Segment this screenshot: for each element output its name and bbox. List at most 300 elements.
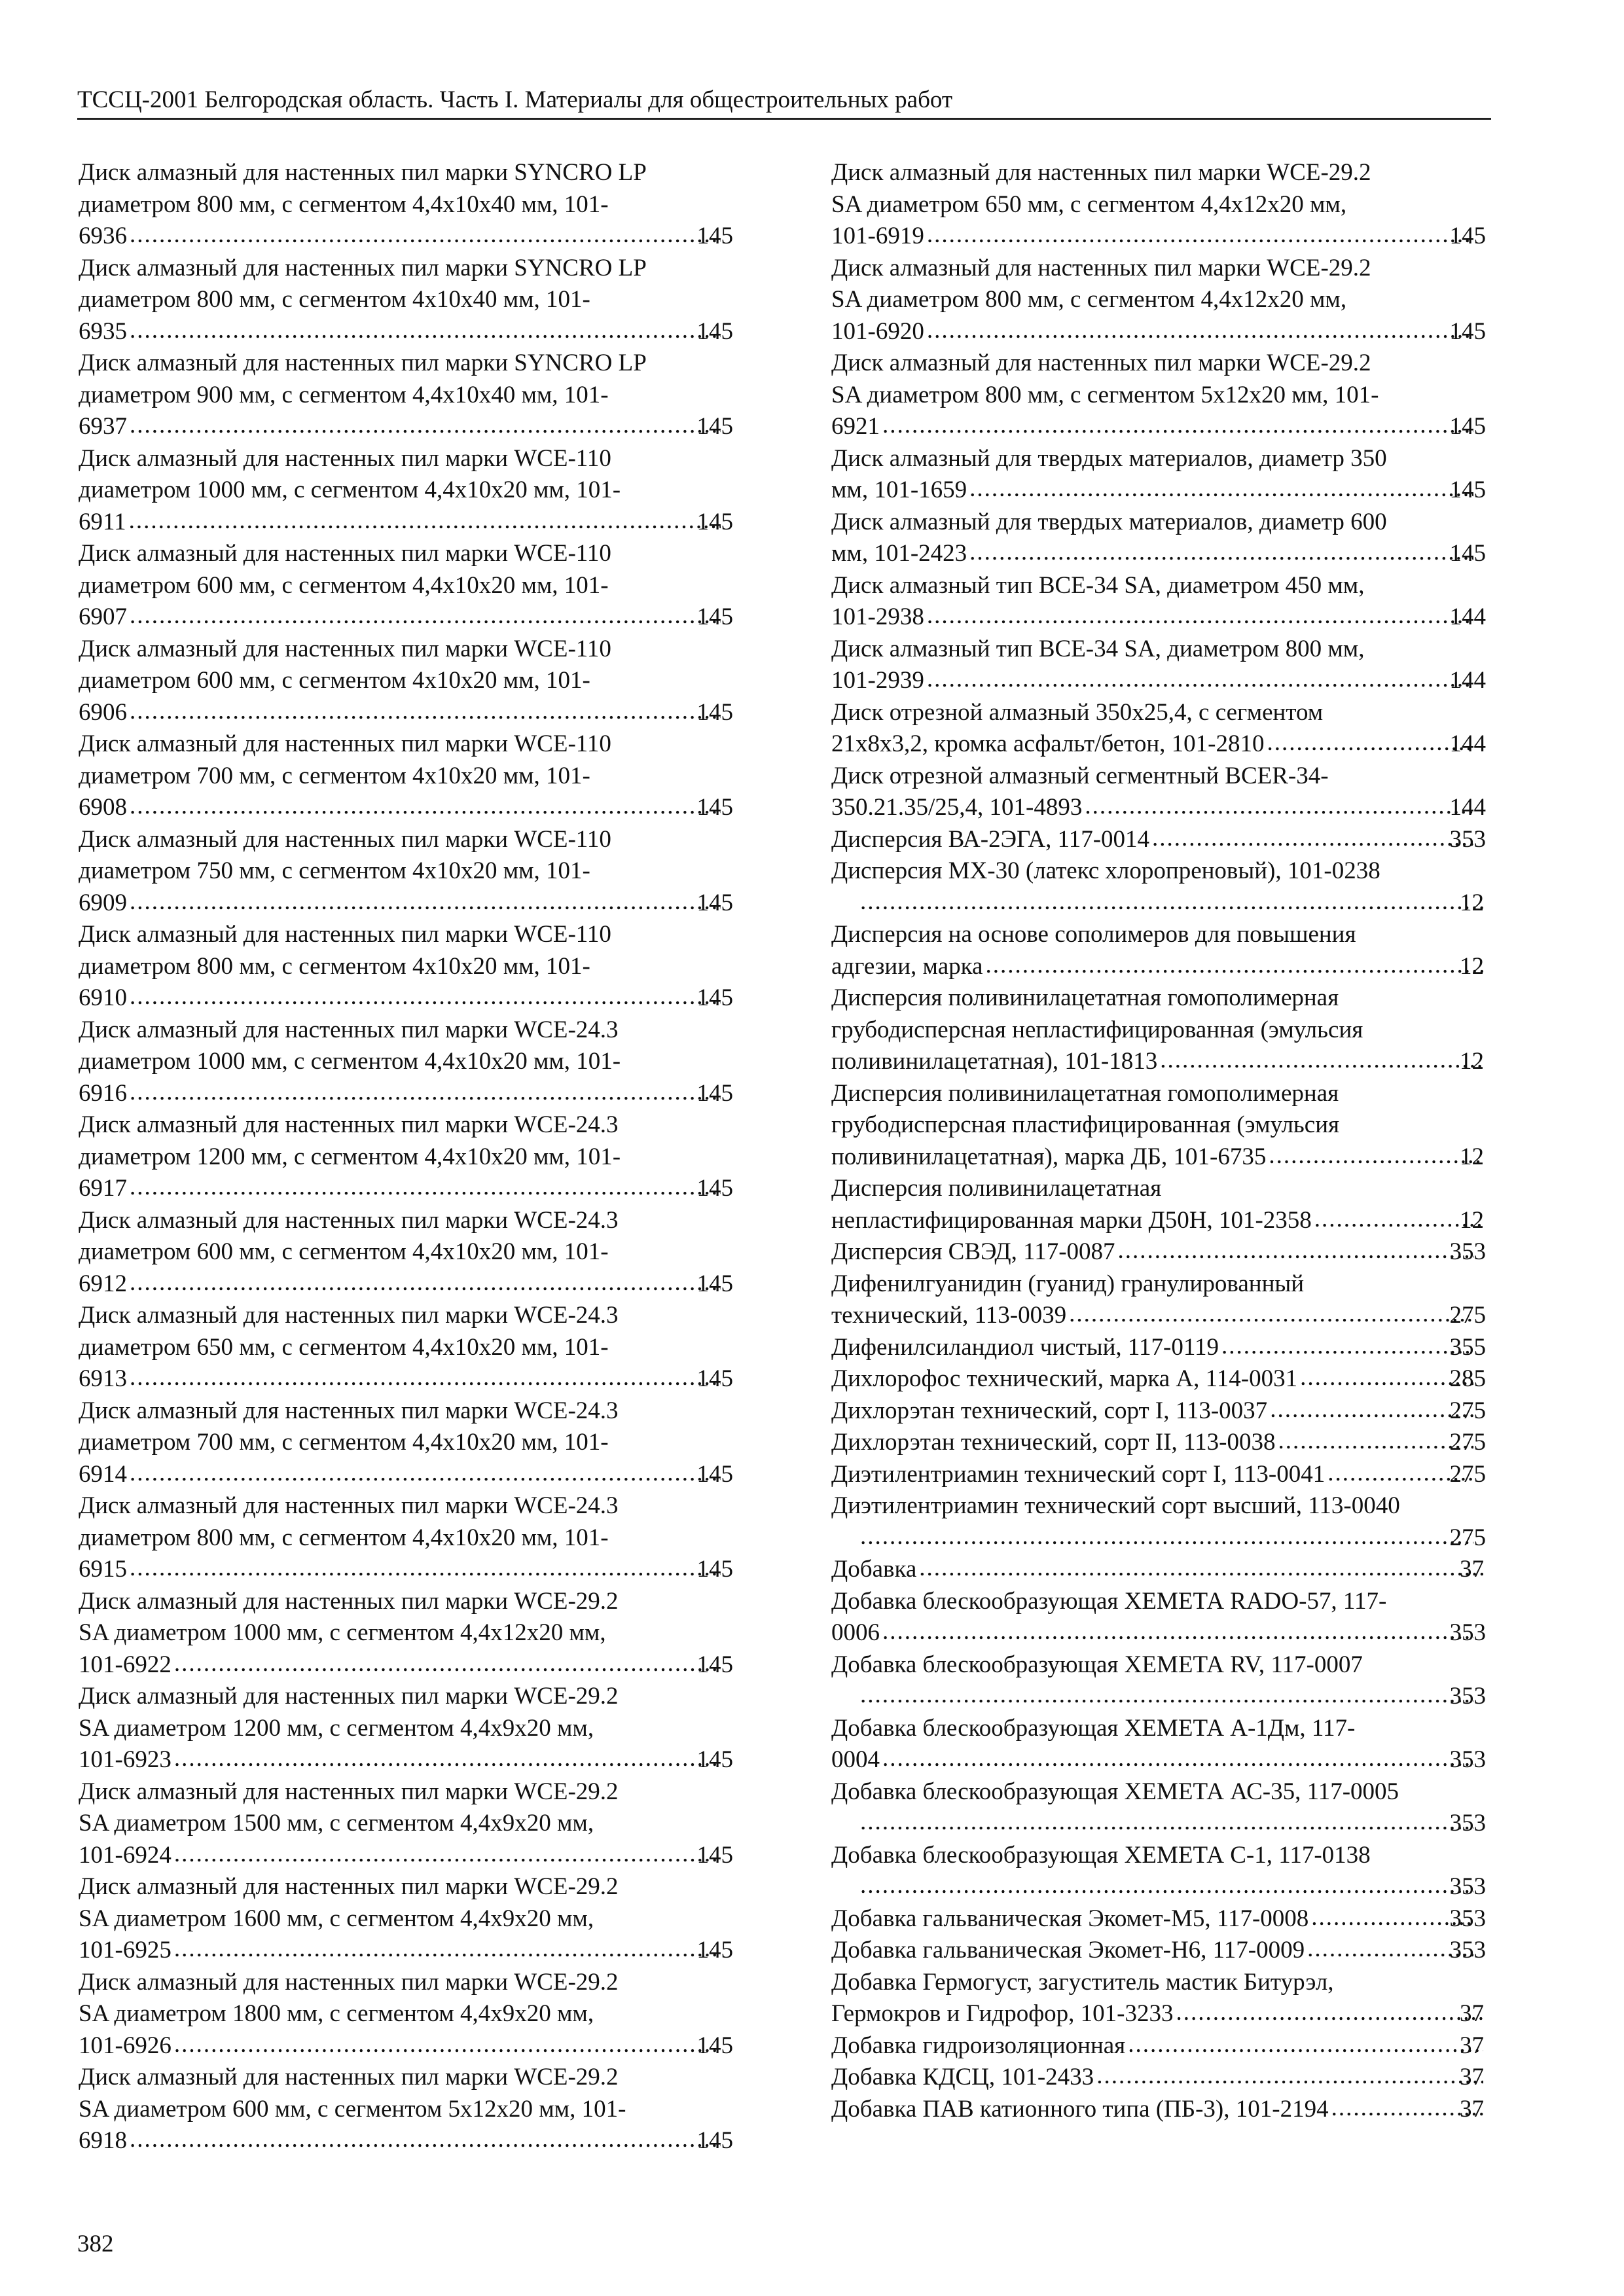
index-entry-text: 101-6925	[79, 1937, 171, 1964]
index-entry-line: Диск алмазный для настенных пил марки WCE-24.3	[79, 1302, 619, 1329]
index-entry	[831, 1268, 1486, 1332]
index-entry	[831, 1586, 1486, 1649]
index-entry-line: Диск алмазный для настенных пил марки WCE-24.3	[79, 1016, 619, 1043]
index-entry	[79, 2062, 733, 2157]
index-entry-text: Добавка гальваническая Экомет-Н6, 117-0009	[831, 1937, 1305, 1964]
index-entry-last-line	[831, 601, 1486, 634]
index-entry-line: Дифенилгуанидин (гуанид) гранулированный	[831, 1270, 1305, 1297]
index-entry	[79, 1205, 733, 1300]
dot-leader	[860, 1870, 1473, 1902]
index-entry	[831, 1554, 1486, 1586]
index-entry-text: 6908	[79, 794, 127, 821]
index-entry-text: 101-6919	[831, 223, 924, 249]
index-entry-line: SA диаметром 650 мм, с сегментом 4,4x12x20 мм,	[831, 190, 1347, 218]
index-entry-page: 275	[1449, 1302, 1486, 1329]
index-entry-last-line	[831, 1332, 1486, 1364]
dot-leader	[1270, 1394, 1473, 1426]
index-entry-last-line	[79, 1840, 733, 1872]
index-entry-line: Диск алмазный для настенных пил марки SYNCRO LP	[79, 350, 647, 376]
dot-leader	[927, 315, 1473, 347]
index-entry-last-line: непластифицированная марки Д50Н, 101-2358 ..... 12	[857, 1205, 1486, 1237]
index-entry	[831, 1078, 1486, 1174]
index-entry	[831, 1236, 1486, 1268]
dot-leader	[1160, 1045, 1483, 1077]
index-entry-text: 6907	[79, 603, 127, 630]
index-entry-last-line	[79, 1459, 733, 1491]
index-entry-page: 145	[1449, 317, 1486, 345]
index-entry	[831, 1363, 1486, 1395]
index-entry-text: 6921	[831, 413, 880, 440]
index-entry	[831, 2094, 1486, 2126]
dot-leader	[882, 1616, 1473, 1648]
index-entry-page: 145	[696, 1651, 733, 1678]
index-entry-text: поливинилацетатная), 101-1813	[831, 1048, 1158, 1075]
index-entry-line: диаметром 700 мм, с сегментом 4x10x20 мм, 101-	[79, 762, 590, 789]
index-entry	[79, 919, 733, 1014]
index-entry-text: 0006	[831, 1619, 880, 1646]
index-entry	[831, 507, 1486, 570]
index-entry-text: 101-6923	[79, 1746, 171, 1773]
index-entry-page: 275	[1449, 1460, 1486, 1488]
index-entry	[831, 2062, 1486, 2094]
index-entry-text: 6911	[79, 508, 126, 535]
index-entry-last-line: Добавка ..... 37	[857, 1554, 1486, 1586]
index-entry-text: 101-6926	[79, 2032, 171, 2059]
index-entry-line: Добавка блескообразующая ХЕМЕТА RV, 117-0007	[831, 1651, 1363, 1678]
index-entry-text: 6917	[79, 1175, 127, 1202]
index-entry-page: 144	[1449, 603, 1486, 630]
index-entry-line: Диск алмазный для настенных пил марки WCE-110	[79, 540, 611, 567]
index-entry-page: 145	[696, 1460, 733, 1488]
index-entry-line: грубодисперсная пластифицированная (эмульсия	[831, 1111, 1340, 1138]
index-entry-line: Диск алмазный для настенных пил марки WCE-110	[79, 921, 611, 948]
index-entry	[79, 1776, 733, 1872]
index-entry-line: Диэтилентриамин технический сорт высший, 113-0040	[831, 1492, 1400, 1519]
index-entry-page: 144	[1449, 794, 1486, 821]
index-entry-page: 353	[1449, 1873, 1486, 1900]
index-entry-line: SA диаметром 1000 мм, с сегментом 4,4x12x20 мм,	[79, 1619, 606, 1646]
dot-leader	[130, 410, 721, 442]
index-entry-line: Диск алмазный для настенных пил марки WCE-29.2	[831, 254, 1371, 281]
index-entry-last-line	[857, 1871, 1486, 1903]
dot-leader	[927, 664, 1473, 696]
index-entry-line: Диск алмазный тип BCE-34 SA, диаметром 800 мм,	[831, 635, 1365, 662]
index-entry	[79, 1490, 733, 1586]
index-entry	[831, 1427, 1486, 1459]
index-entry-line: диаметром 1000 мм, с сегментом 4,4x10x20 мм, 101-	[79, 476, 621, 503]
dot-leader	[860, 1521, 1473, 1553]
index-entry	[831, 1967, 1486, 2030]
index-entry-page: 145	[1449, 476, 1486, 503]
index-column-left	[79, 157, 733, 2157]
dot-leader	[130, 315, 721, 347]
index-entry-text: 101-2938	[831, 603, 924, 630]
index-entry-page: 353	[1449, 825, 1486, 853]
index-entry	[79, 1871, 733, 1967]
index-entry-line: SA диаметром 800 мм, с сегментом 5x12x20 мм, 101-	[831, 381, 1379, 408]
index-entry-text: Гермокров и Гидрофор, 101-3233	[831, 2000, 1174, 2027]
index-entry-last-line	[79, 316, 733, 348]
index-entry-last-line: адгезии, марка ..... 12	[857, 951, 1486, 983]
index-entry-line: Диск алмазный для настенных пил марки WCE-24.3	[79, 1111, 619, 1138]
index-entry-page: 285	[1449, 1365, 1486, 1392]
index-entry	[79, 1300, 733, 1395]
index-entry-line: Дисперсия поливинилацетатная гомополимерная	[831, 1079, 1339, 1107]
index-entry-line: Диск алмазный для настенных пил марки WCE-110	[79, 444, 611, 472]
index-entry-last-line	[79, 1173, 733, 1205]
index-entry	[831, 634, 1486, 697]
dot-leader	[1307, 1933, 1473, 1965]
index-entry-last-line	[831, 1935, 1486, 1967]
index-entry-last-line	[831, 824, 1486, 856]
index-entry	[79, 253, 733, 348]
index-entry-last-line	[831, 1300, 1486, 1332]
index-entry-line: Дисперсия поливинилацетатная гомополимерная	[831, 984, 1339, 1011]
index-entry	[831, 697, 1486, 761]
index-entry-line: SA диаметром 1800 мм, с сегментом 4,4x9x20 мм,	[79, 2000, 594, 2027]
index-entry-page: 145	[696, 698, 733, 726]
index-entry-text: 6913	[79, 1365, 127, 1392]
dot-leader	[919, 1552, 1483, 1585]
index-entry-text: 6906	[79, 698, 127, 726]
index-entry-last-line	[831, 1459, 1486, 1491]
index-entry-line: Диск алмазный для настенных пил марки WCE-110	[79, 730, 611, 757]
index-entry-line: Диск алмазный для твердых материалов, диаметр 350	[831, 444, 1387, 472]
index-entry-page: 353	[1449, 1810, 1486, 1837]
index-entry-text: 6918	[79, 2127, 127, 2154]
index-entry-page: 144	[1449, 730, 1486, 757]
index-entry	[831, 1713, 1486, 1776]
index-entry-line: Добавка Гермогуст, загуститель мастик Битурэл,	[831, 1968, 1334, 1996]
dot-leader	[1314, 1204, 1483, 1236]
index-entry-text: 101-6920	[831, 317, 924, 345]
dot-leader	[130, 1362, 721, 1394]
index-entry-line: Диск алмазный для настенных пил марки WCE-24.3	[79, 1397, 619, 1424]
dot-leader	[130, 1267, 721, 1299]
index-entry-page: 145	[696, 223, 733, 249]
index-entry-last-line	[831, 665, 1486, 697]
index-entry-line: Диск отрезной алмазный сегментный BCER-34-	[831, 762, 1329, 789]
index-entry	[79, 538, 733, 634]
index-entry-line: Диск алмазный для настенных пил марки SYNCRO LP	[79, 159, 647, 186]
index-entry-last-line	[79, 2030, 733, 2062]
index-entry	[79, 1681, 733, 1776]
index-entry-last-line: поливинилацетатная), марка ДБ, 101-6735 ..... 12	[857, 1141, 1486, 1174]
index-entry-text: 6936	[79, 223, 127, 249]
index-entry-last-line	[831, 1395, 1486, 1427]
index-entry-line: SA диаметром 800 мм, с сегментом 4,4x12x20 мм,	[831, 286, 1347, 313]
index-entry-last-line	[79, 1078, 733, 1110]
index-entry-last-line	[79, 601, 733, 634]
index-entry-line: SA диаметром 1500 мм, с сегментом 4,4x9x20 мм,	[79, 1810, 594, 1837]
index-entry-page: 145	[696, 1079, 733, 1107]
index-entry-line: Диск алмазный для настенных пил марки WCE-29.2	[79, 1587, 619, 1615]
index-entry	[831, 1649, 1486, 1713]
dot-leader	[1300, 1362, 1473, 1394]
dot-leader	[174, 1933, 721, 1965]
index-entry-text: Дисперсия СВЭД, 117-0087	[831, 1238, 1115, 1265]
dot-leader	[1085, 791, 1473, 823]
index-entry-last-line	[79, 888, 733, 920]
index-entry-line: Добавка блескообразующая ХЕМЕТА А-1Дм, 117-	[831, 1714, 1356, 1742]
dot-leader	[1331, 2092, 1483, 2125]
index-entry-page: 145	[696, 794, 733, 821]
index-entry-last-line	[857, 1522, 1486, 1554]
index-entry-text: Дисперсия ВА-2ЭГА, 117-0014	[831, 825, 1150, 853]
index-entry-text: 6916	[79, 1079, 127, 1107]
index-entry	[79, 1967, 733, 2062]
dot-leader	[1069, 1299, 1473, 1331]
index-entry-page: 275	[1449, 1429, 1486, 1456]
dot-leader	[1096, 2060, 1483, 2092]
index-entry	[831, 1903, 1486, 1935]
index-entry-line: Диск алмазный для настенных пил марки SYNCRO LP	[79, 254, 647, 281]
index-entry-last-line	[831, 728, 1486, 761]
dot-leader	[130, 600, 721, 632]
dot-leader	[1176, 1997, 1484, 2029]
index-entry-text: Добавка	[831, 1556, 917, 1583]
index-entry-last-line	[831, 411, 1486, 443]
dot-leader	[1327, 1458, 1473, 1490]
index-entry	[831, 1395, 1486, 1427]
index-entry-page: 145	[696, 603, 733, 630]
index-entry	[831, 348, 1486, 443]
index-entry	[831, 1173, 1486, 1236]
index-entry-page: 145	[696, 1937, 733, 1964]
index-entry-page: 353	[1449, 1905, 1486, 1932]
index-entry	[831, 824, 1486, 856]
index-entry-text: Добавка КДСЦ, 101-2433	[831, 2064, 1094, 2090]
index-entry	[79, 1109, 733, 1205]
index-entry-text: 6909	[79, 889, 127, 916]
index-entry-line: Дисперсия МХ-30 (латекс хлоропреновый), 101-0238	[831, 857, 1380, 884]
dot-leader	[1311, 1902, 1473, 1934]
index-entry-line: диаметром 700 мм, с сегментом 4,4x10x20 мм, 101-	[79, 1429, 609, 1456]
running-header: ТССЦ-2001 Белгородская область. Часть I. Материалы для общестроительных работ	[77, 86, 953, 113]
index-entry	[831, 855, 1486, 919]
index-entry-line: Диск отрезной алмазный 350x25,4, с сегментом	[831, 698, 1324, 726]
dot-leader	[174, 1648, 721, 1680]
index-entry-line: диаметром 1200 мм, с сегментом 4,4x10x20 мм, 101-	[79, 1143, 621, 1170]
dot-leader	[1118, 1235, 1473, 1267]
index-entry	[831, 1776, 1486, 1840]
index-entry-page: 145	[696, 1270, 733, 1297]
index-entry-line: диаметром 800 мм, с сегментом 4,4x10x40 мм, 101-	[79, 190, 609, 218]
dot-leader	[985, 950, 1483, 982]
dot-leader	[927, 600, 1473, 632]
index-entry	[831, 1840, 1486, 1903]
index-entry-line: Диск алмазный для настенных пил марки WCE-24.3	[79, 1492, 619, 1519]
index-entry-text: мм, 101-2423	[831, 540, 967, 567]
index-entry-page: 353	[1449, 1619, 1486, 1646]
index-entry-last-line	[831, 538, 1486, 570]
index-entry	[79, 348, 733, 443]
index-entry-text: 101-2939	[831, 667, 924, 694]
dot-leader	[882, 410, 1473, 442]
index-entry-last-line: Добавка КДСЦ, 101-2433 ..... 37	[857, 2062, 1486, 2094]
dot-leader	[174, 1839, 721, 1871]
index-entry-line: Диск алмазный для настенных пил марки WCE-29.2	[79, 1778, 619, 1805]
index-entry	[831, 1332, 1486, 1364]
dot-leader	[927, 219, 1473, 251]
index-entry-line: Диск алмазный для настенных пил марки WCE-24.3	[79, 1206, 619, 1234]
index-entry-last-line	[831, 1236, 1486, 1268]
index-entry-page: 145	[696, 2032, 733, 2059]
index-entry-text: поливинилацетатная), марка ДБ, 101-6735	[831, 1143, 1267, 1170]
index-entry-last-line	[79, 1649, 733, 1681]
dot-leader	[1152, 823, 1473, 855]
index-entry-last-line	[831, 221, 1486, 253]
index-entry	[79, 1014, 733, 1110]
index-entry	[79, 824, 733, 920]
index-entry-page: 145	[696, 1556, 733, 1583]
index-entry-page: 353	[1449, 1937, 1486, 1964]
dot-leader	[130, 1077, 721, 1109]
index-entry-line: Диск алмазный для настенных пил марки WCE-29.2	[831, 159, 1371, 186]
index-entry-line: Диск алмазный для настенных пил марки WCE-29.2	[831, 350, 1371, 376]
dot-leader	[130, 1172, 721, 1204]
index-entry-text: Дихлорэтан технический, сорт II, 113-0038	[831, 1429, 1276, 1456]
index-entry-last-line	[79, 411, 733, 443]
index-entry-page: 275	[1449, 1397, 1486, 1424]
index-entry-page: 145	[696, 1746, 733, 1773]
index-entry-text: 6915	[79, 1556, 127, 1583]
index-entry-text: Дифенилсиландиол чистый, 117-0119	[831, 1333, 1219, 1361]
index-entry-last-line	[831, 1617, 1486, 1649]
index-entry-last-line	[79, 221, 733, 253]
index-entry	[831, 982, 1486, 1078]
index-entry	[831, 157, 1486, 253]
index-entry-text: адгезии, марка	[831, 952, 983, 980]
index-entry-line: диаметром 600 мм, с сегментом 4x10x20 мм, 101-	[79, 667, 590, 694]
index-entry-last-line	[831, 792, 1486, 824]
index-entry-last-line	[79, 792, 733, 824]
index-entry	[831, 1459, 1486, 1491]
index-entry-last-line	[79, 507, 733, 539]
dot-leader	[130, 696, 721, 728]
dot-leader	[1269, 1140, 1483, 1172]
index-entry-last-line	[79, 1554, 733, 1586]
index-entry-last-line: Добавка гидроизоляционная ..... 37	[857, 2030, 1486, 2062]
index-entry-text: технический, 113-0039	[831, 1302, 1067, 1329]
index-column-right	[831, 157, 1486, 2125]
index-entry-text: Дихлорэтан технический, сорт I, 113-0037	[831, 1397, 1268, 1424]
dot-leader	[860, 1806, 1473, 1839]
index-entry-text: 6910	[79, 984, 127, 1011]
index-entry-text: 21x8x3,2, кромка асфальт/бетон, 101-2810	[831, 730, 1265, 757]
dot-leader	[860, 886, 1483, 918]
index-entry-text: мм, 101-1659	[831, 476, 967, 503]
index-entry-line: Диск алмазный для твердых материалов, диаметр 600	[831, 508, 1387, 535]
index-entry-text: Добавка ПАВ катионного типа (ПБ-3), 101-2194	[831, 2095, 1329, 2123]
index-entry-page: 145	[1449, 223, 1486, 249]
index-entry-line: диаметром 650 мм, с сегментом 4,4x10x20 мм, 101-	[79, 1333, 609, 1361]
index-entry-page: 353	[1449, 1238, 1486, 1265]
index-entry	[79, 1586, 733, 1681]
dot-leader	[130, 981, 721, 1013]
index-entry-text: непластифицированная марки Д50Н, 101-2358	[831, 1206, 1312, 1234]
index-entry-line: диаметром 1000 мм, с сегментом 4,4x10x20 мм, 101-	[79, 1048, 621, 1075]
index-entry-last-line	[831, 316, 1486, 348]
index-entry-last-line	[831, 1427, 1486, 1459]
index-entry	[79, 1395, 733, 1491]
index-entry-line: Диск алмазный для настенных пил марки WCE-29.2	[79, 2064, 619, 2090]
index-entry	[831, 2030, 1486, 2062]
index-entry-last-line	[857, 1808, 1486, 1840]
index-entry-line: SA диаметром 1200 мм, с сегментом 4,4x9x20 мм,	[79, 1714, 594, 1742]
index-entry-line: грубодисперсная непластифицированная (эмульсия	[831, 1016, 1363, 1043]
index-entry-page: 353	[1449, 1683, 1486, 1710]
index-entry-page: 145	[696, 984, 733, 1011]
index-entry-line: Диск алмазный для настенных пил марки WCE-110	[79, 635, 611, 662]
dot-leader	[130, 791, 721, 823]
index-entry-text: Добавка гальваническая Экомет-М5, 117-0008	[831, 1905, 1309, 1932]
index-entry-last-line	[831, 1744, 1486, 1776]
index-entry-last-line	[79, 697, 733, 729]
index-entry-page: 145	[696, 2127, 733, 2154]
index-entry-text: 350.21.35/25,4, 101-4893	[831, 794, 1083, 821]
dot-leader	[1221, 1331, 1473, 1363]
index-entry-page: 145	[1449, 413, 1486, 440]
index-entry-text: 0004	[831, 1746, 880, 1773]
page-number: 382	[77, 2231, 114, 2257]
index-entry-last-line	[79, 1268, 733, 1300]
index-entry-last-line	[79, 2125, 733, 2157]
index-entry	[79, 157, 733, 253]
dot-leader	[130, 2124, 721, 2156]
dot-leader	[969, 473, 1473, 505]
index-entry	[79, 443, 733, 539]
index-entry-line: Дисперсия на основе сополимеров для повышения	[831, 921, 1356, 948]
index-entry-text: 101-6924	[79, 1841, 171, 1869]
dot-leader	[882, 1743, 1473, 1775]
index-entry-line: SA диаметром 1600 мм, с сегментом 4,4x9x20 мм,	[79, 1905, 594, 1932]
dot-leader	[1278, 1426, 1473, 1458]
index-entry-line: Диск алмазный для настенных пил марки WCE-110	[79, 825, 611, 853]
index-entry	[831, 570, 1486, 634]
index-entry-text: 6912	[79, 1270, 127, 1297]
index-entry	[79, 634, 733, 729]
index-entry-page: 145	[696, 508, 733, 535]
index-entry	[79, 728, 733, 824]
dot-leader	[860, 1679, 1473, 1712]
index-entry-page: 144	[1449, 667, 1486, 694]
dot-leader	[130, 1552, 721, 1585]
index-entry-line: Диск алмазный для настенных пил марки WCE-29.2	[79, 1683, 619, 1710]
index-entry	[831, 919, 1486, 982]
dot-leader	[1128, 2029, 1483, 2061]
index-entry-page: 145	[696, 1175, 733, 1202]
index-entry	[831, 761, 1486, 824]
dot-leader	[130, 219, 721, 251]
index-entry-line: диаметром 600 мм, с сегментом 4,4x10x20 мм, 101-	[79, 1238, 609, 1265]
index-entry-text: Диэтилентриамин технический сорт I, 113-0041	[831, 1460, 1326, 1488]
index-entry-text: 6937	[79, 413, 127, 440]
index-entry-line: диаметром 900 мм, с сегментом 4,4x10x40 мм, 101-	[79, 381, 609, 408]
index-entry-last-line	[79, 1363, 733, 1395]
index-entry-line: Диск алмазный для настенных пил марки WCE-29.2	[79, 1873, 619, 1900]
index-entry-line: диаметром 800 мм, с сегментом 4x10x40 мм, 101-	[79, 286, 590, 313]
index-entry-last-line	[831, 1903, 1486, 1935]
index-entry-line: диаметром 600 мм, с сегментом 4,4x10x20 мм, 101-	[79, 571, 609, 599]
index-entry	[831, 1935, 1486, 1967]
dot-leader	[1267, 727, 1473, 759]
index-entry-last-line	[79, 982, 733, 1014]
index-entry-last-line: ..... 12	[857, 888, 1486, 920]
index-entry-page: 275	[1449, 1524, 1486, 1551]
dot-leader	[174, 1743, 721, 1775]
index-entry-last-line: поливинилацетатная), 101-1813 ..... 12	[857, 1046, 1486, 1078]
